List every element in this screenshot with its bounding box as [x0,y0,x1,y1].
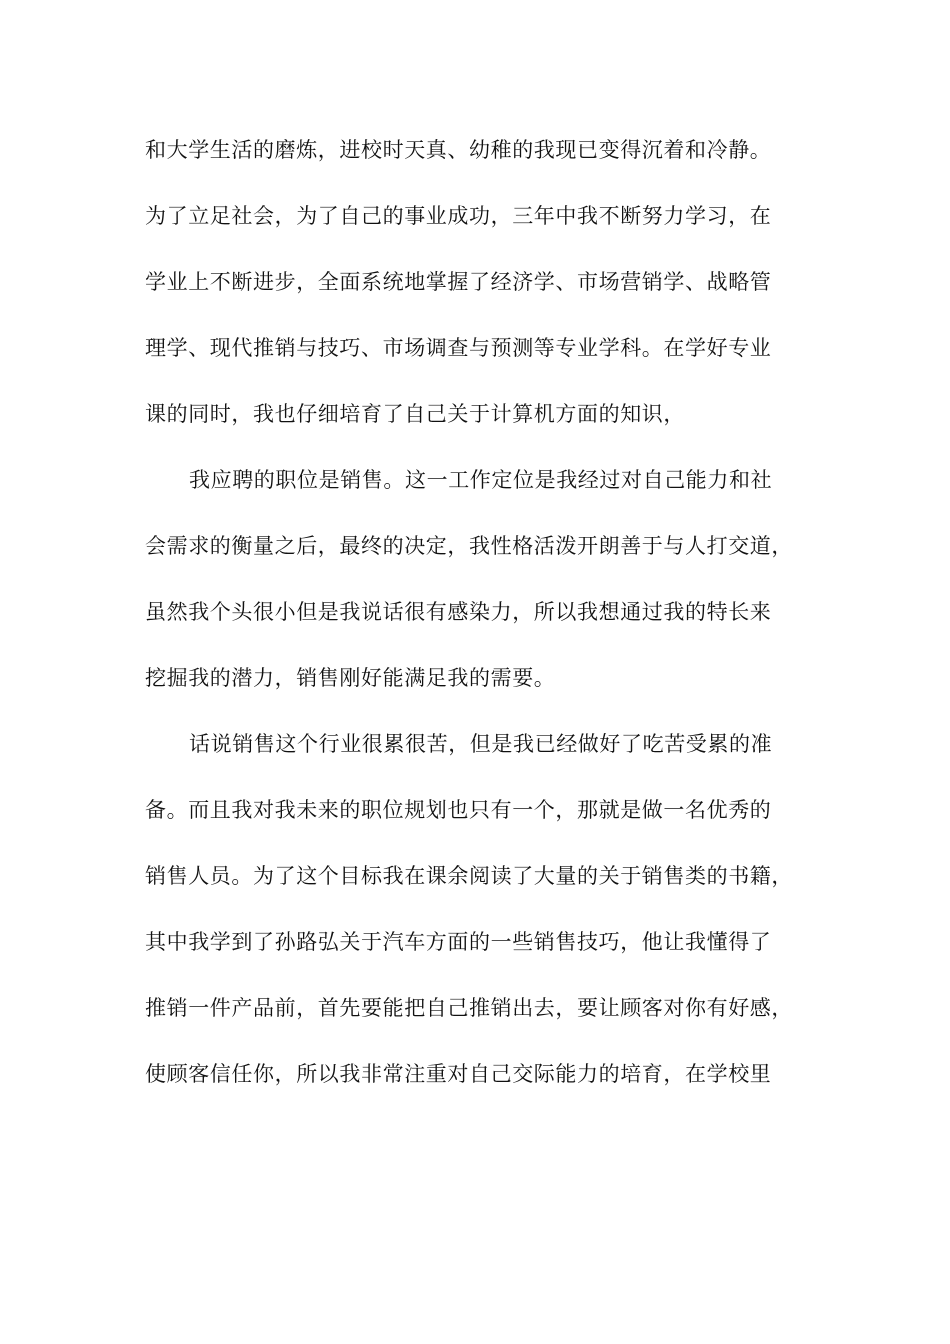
text-line-12: 销售人员。为了这个目标我在课余阅读了大量的关于销售类的书籍， [145,864,793,888]
text-line-13: 其中我学到了孙路弘关于汽车方面的一些销售技巧，他让我懂得了 [145,930,772,954]
text-line-3: 学业上不断进步，全面系统地掌握了经济学、市场营销学、战略管 [145,270,772,294]
text-line-8: 虽然我个头很小但是我说话很有感染力，所以我想通过我的特长来 [145,600,772,624]
text-line-11: 备。而且我对我未来的职位规划也只有一个，那就是做一名优秀的 [145,798,772,822]
text-line-9: 挖掘我的潜力，销售刚好能满足我的需要。 [145,666,556,690]
document-body [145,128,825,1118]
text-line-1: 和大学生活的磨炼，进校时天真、幼稚的我现已变得沉着和冷静。 [145,138,772,162]
text-line-2: 为了立足社会，为了自己的事业成功，三年中我不断努力学习，在 [145,204,772,228]
text-line-7: 会需求的衡量之后，最终的决定，我性格活泼开朗善于与人打交道， [145,534,793,558]
paragraph-start-line-6: 我应聘的职位是销售。这一工作定位是我经过对自己能力和社 [189,468,773,492]
text-line-15: 使顾客信任你，所以我非常注重对自己交际能力的培育，在学校里 [145,1062,772,1086]
text-line-5: 课的同时，我也仔细培育了自己关于计算机方面的知识， [145,402,685,426]
paragraph-start-line-10: 话说销售这个行业很累很苦，但是我已经做好了吃苦受累的准 [189,732,773,756]
text-line-4: 理学、现代推销与技巧、市场调查与预测等专业学科。在学好专业 [145,336,772,360]
text-line-14: 推销一件产品前，首先要能把自己推销出去，要让顾客对你有好感， [145,996,793,1020]
